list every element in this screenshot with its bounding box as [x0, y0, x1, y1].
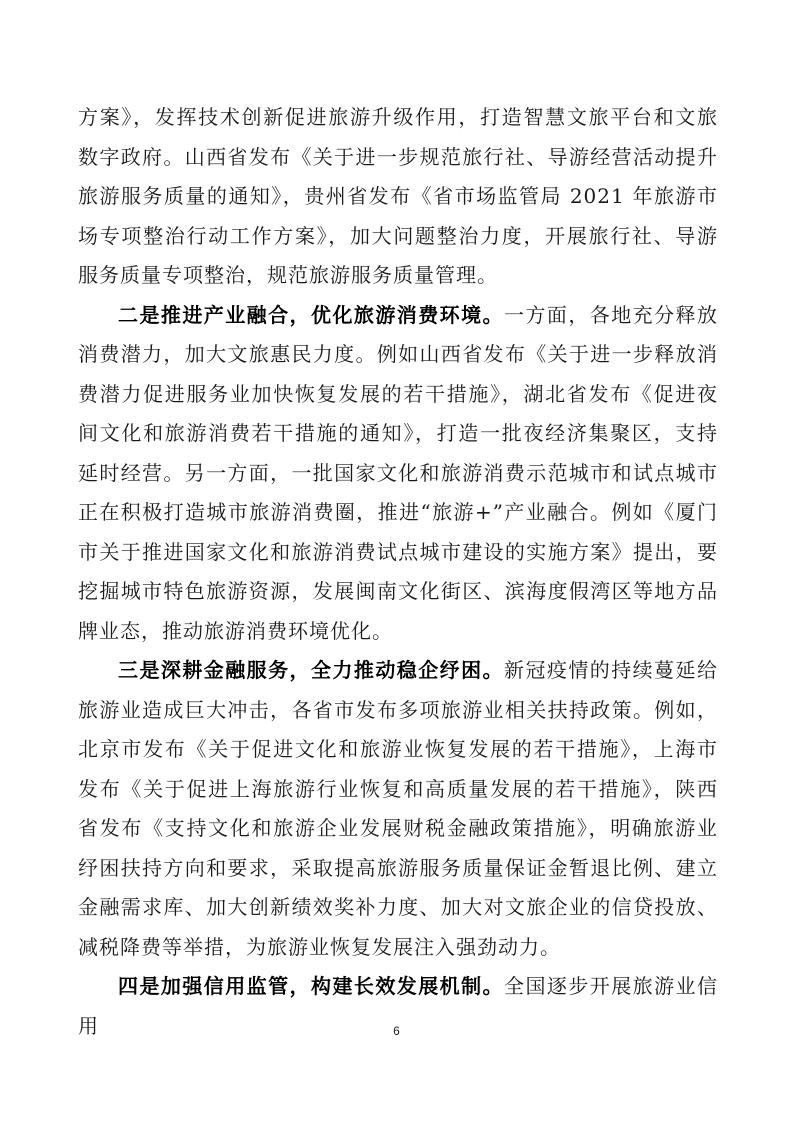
- paragraph-continuation: [78, 98, 718, 296]
- page-number: 6: [393, 1024, 400, 1038]
- paragraph-heading: 三是深耕金融服务，全力推动稳企纾困。: [118, 658, 504, 682]
- paragraph-text: 新冠疫情的持续蔓延给旅游业造成巨大冲击，各省市发布多项旅游业相关扶持政策。例如，北京市发布《关于促进文化和旅游业恢复发展的若干措施》，上海市发布《关于促进上海旅游行业恢复和高质量发展的若干措施》，陕西省发布《支持文化和旅游企业发展财税金融政策措施》，明确旅游业纾困扶持方向和要求，采取提高旅游服务质量保证金暂退比例、建立金融需求库、加大创新绩效奖补力度、加大对文旅企业的信贷投放、减税降费等举措，为旅游业恢复发展注入强劲动力。: [78, 658, 718, 959]
- paragraph-heading: 四是加强信用监管，构建长效发展机制。: [118, 974, 504, 998]
- body-text: [78, 98, 718, 1046]
- paragraph-financial-services: [78, 651, 718, 967]
- paragraph-heading: 二是推进产业融合，优化旅游消费环境。: [118, 302, 504, 327]
- paragraph-text: 全国逐步开展旅游业信用: [78, 974, 718, 1038]
- paragraph-text: 方案》，发挥技术创新促进旅游升级作用，打造智慧文旅平台和文旅数字政府。山西省发布《关于进一步规范旅行社、导游经营活动提升旅游服务质量的通知》，贵州省发布《省市场监管局 2021 年旅游市场专项整治行动工作方案》，加大问题整治力度，开展旅行社、导游服务质量专项整治，规范旅游服务质量管理。: [78, 105, 718, 287]
- paragraph-industry-integration: [78, 296, 718, 652]
- paragraph-text: 一方面，各地充分释放消费潜力，加大文旅惠民力度。例如山西省发布《关于进一步释放消费潜力促进服务业加快恢复发展的若干措施》，湖北省发布《促进夜间文化和旅游消费若干措施的通知》，打造一批夜经济集聚区，支持延时经营。另一方面，一批国家文化和旅游消费示范城市和试点城市正在积极打造城市旅游消费圈，推进“旅游+”产业融合。例如《厦门市关于推进国家文化和旅游消费试点城市建设的实施方案》提出，要挖掘城市特色旅游资源，发展闽南文化街区、滨海度假湾区等地方品牌业态，推动旅游消费环境优化。: [78, 302, 718, 643]
